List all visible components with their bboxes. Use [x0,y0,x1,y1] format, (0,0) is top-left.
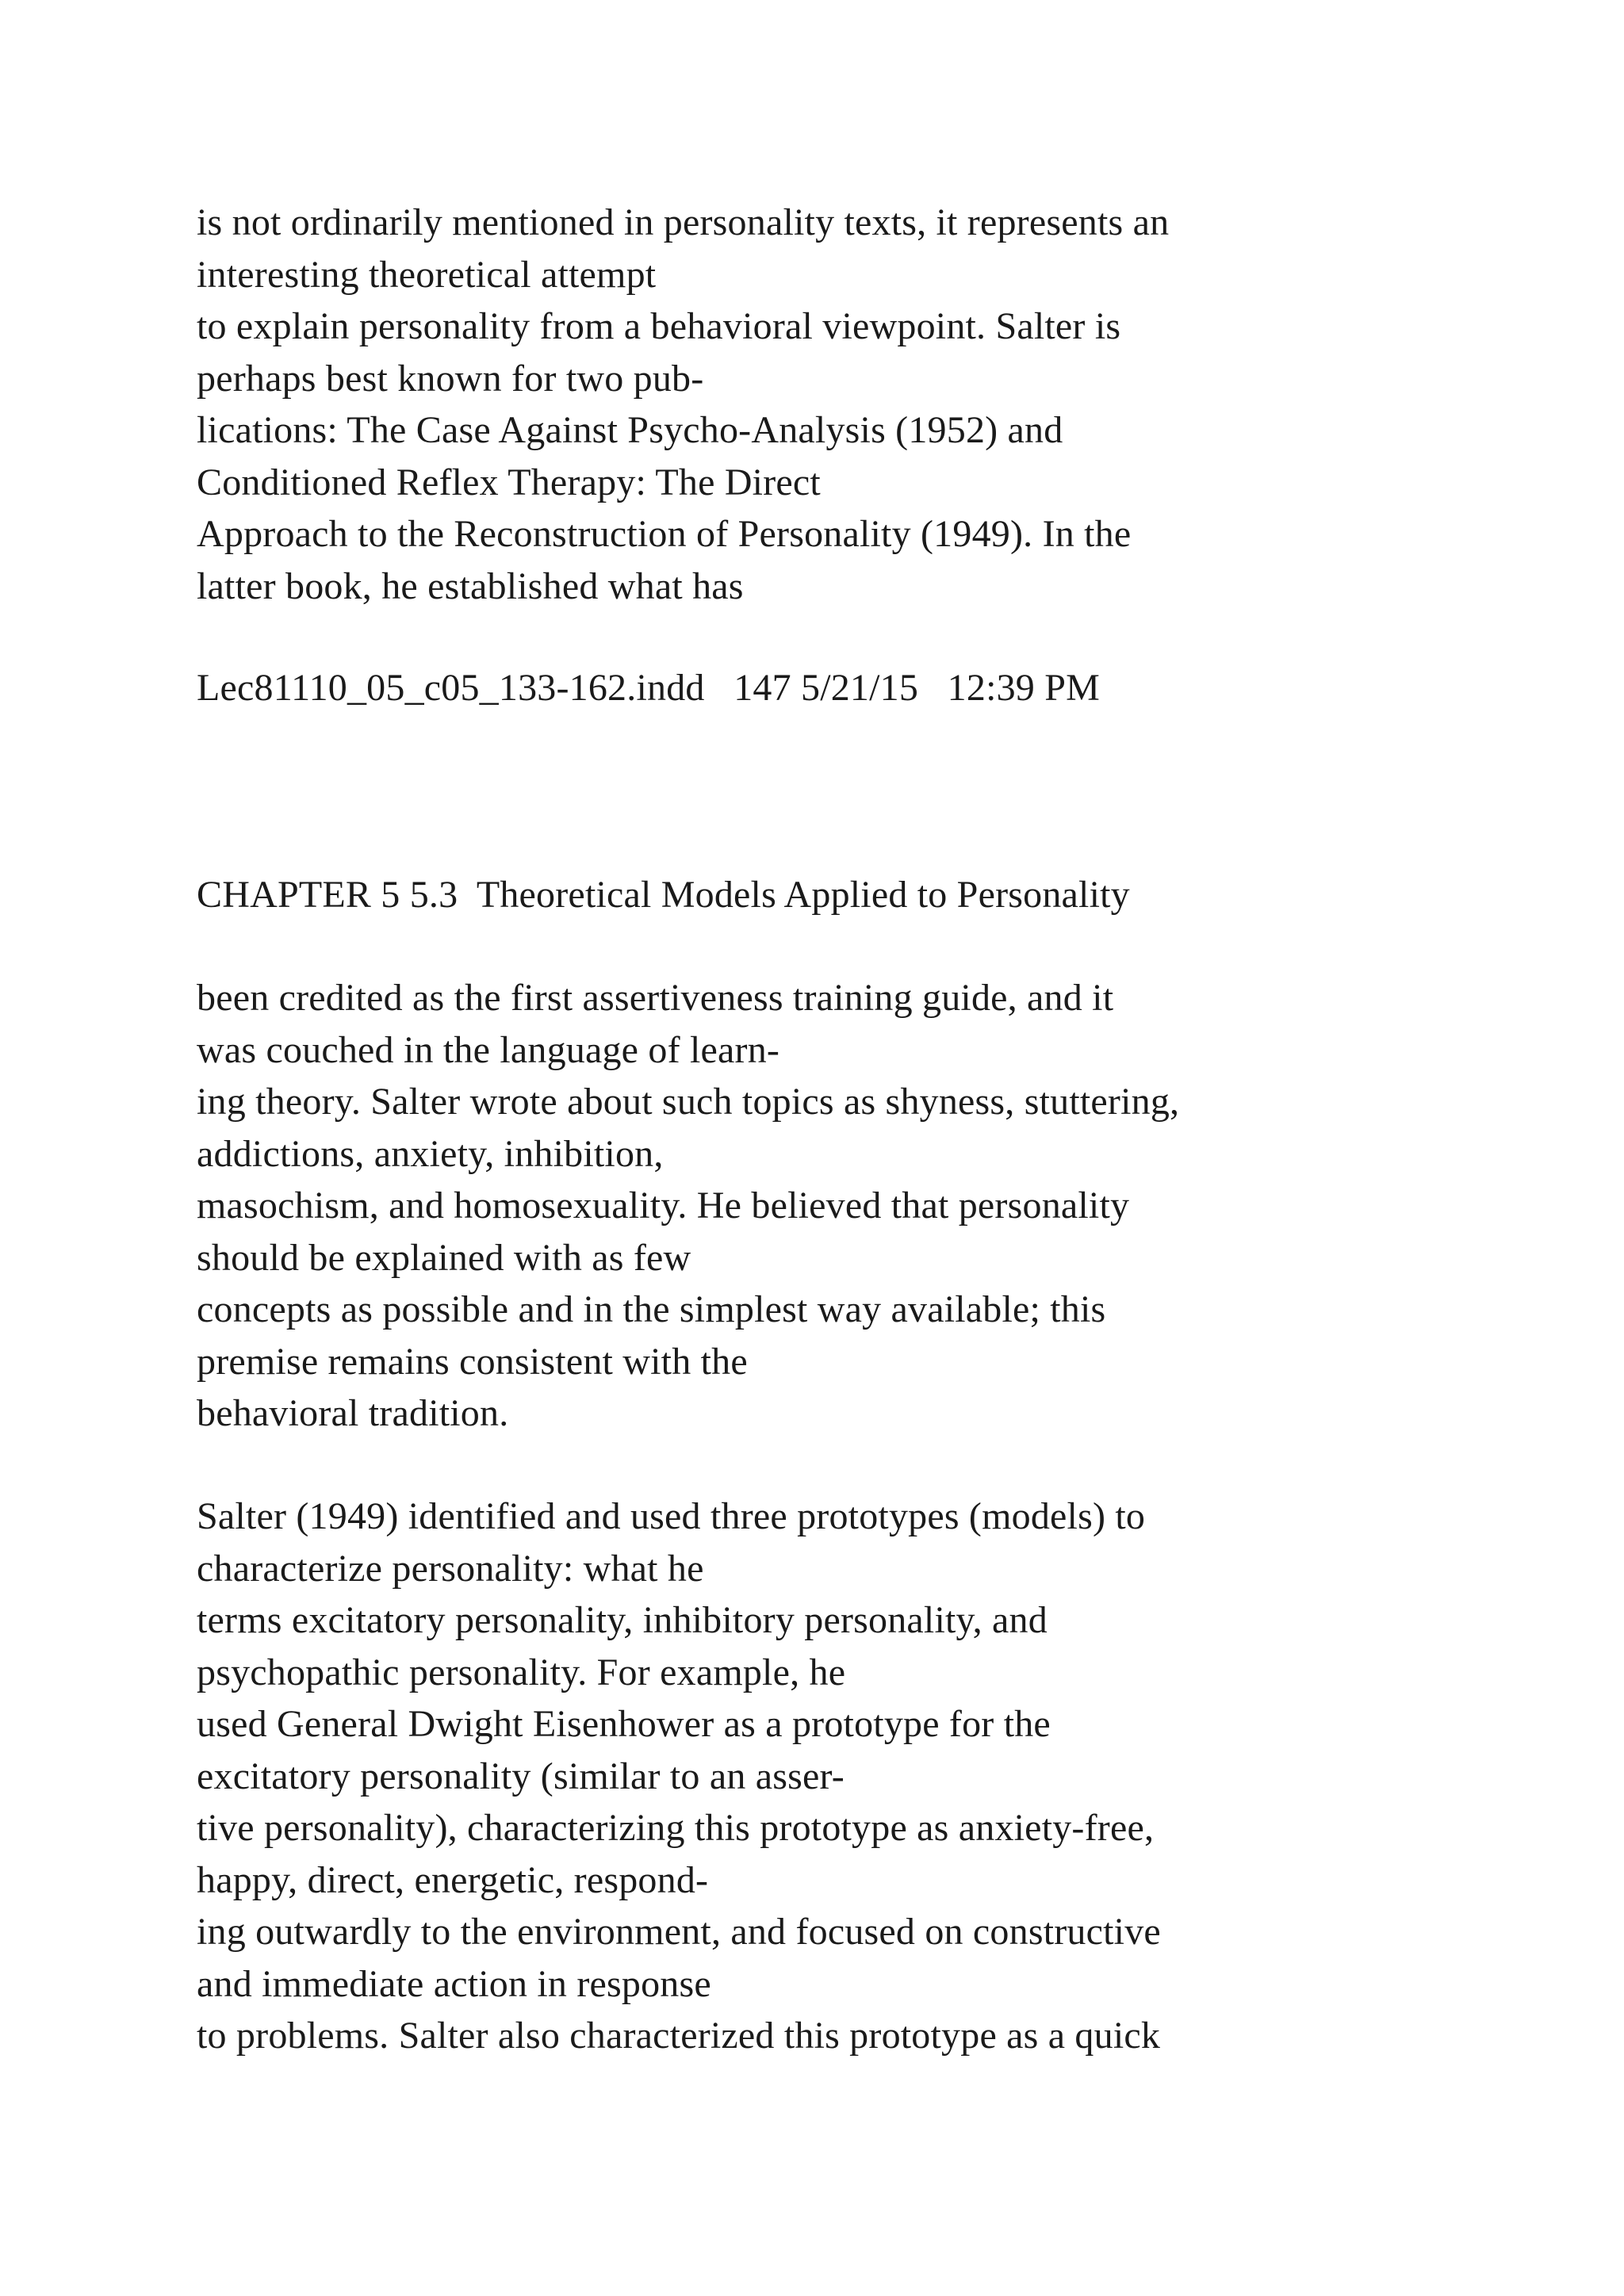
text-line: interesting theoretical attempt [197,253,657,296]
text-line: is not ordinarily mentioned in personality texts, it represents an [197,201,1170,243]
text-line: masochism, and homosexuality. He believed that personality [197,1184,1130,1226]
paragraph-2 [197,972,1561,1440]
text-line: characterize personality: what he [197,1547,704,1590]
text-line: ing theory. Salter wrote about such topics as shyness, stuttering, [197,1081,1180,1123]
paragraph-3 [197,1490,1561,2062]
text-line: psychopathic personality. For example, he [197,1651,846,1693]
running-head-line: CHAPTER 5 5.3 Theoretical Models Applied to Personality [197,874,1130,916]
file-info [197,662,1561,714]
text-line: terms excitatory personality, inhibitory personality, and [197,1599,1048,1641]
text-line: and immediate action in response [197,1962,711,2005]
text-line: ing outwardly to the environment, and focused on constructive [197,1911,1161,1953]
text-line: behavioral tradition. [197,1392,509,1434]
text-line: lications: The Case Against Psycho-Analysis (1952) and [197,409,1063,451]
paragraph-1 [197,197,1561,612]
text-line: concepts as possible and in the simplest way available; this [197,1288,1106,1330]
text-line: addictions, anxiety, inhibition, [197,1132,664,1175]
text-line: excitatory personality (similar to an asser- [197,1755,845,1797]
text-line: tive personality), characterizing this prototype as anxiety-free, [197,1807,1155,1849]
text-line: premise remains consistent with the [197,1340,748,1383]
text-line: was couched in the language of learn- [197,1028,780,1071]
text-line: latter book, he established what has [197,564,744,607]
text-line: Conditioned Reflex Therapy: The Direct [197,461,821,503]
text-line: been credited as the first assertiveness training guide, and it [197,977,1114,1019]
file-info-line: Lec81110_05_c05_133-162.indd 147 5/21/15 12:39 PM [197,667,1100,709]
text-line: should be explained with as few [197,1236,691,1279]
text-line: Approach to the Reconstruction of Personality (1949). In the [197,513,1132,555]
text-line: happy, direct, energetic, respond- [197,1858,709,1901]
running-head [197,869,1561,921]
text-line: to explain personality from a behavioral viewpoint. Salter is [197,305,1121,347]
text-line: used General Dwight Eisenhower as a prototype for the [197,1703,1051,1745]
text-line: perhaps best known for two pub- [197,357,704,400]
text-line: Salter (1949) identified and used three prototypes (models) to [197,1495,1146,1537]
text-line: to problems. Salter also characterized this prototype as a quick [197,2015,1161,2057]
